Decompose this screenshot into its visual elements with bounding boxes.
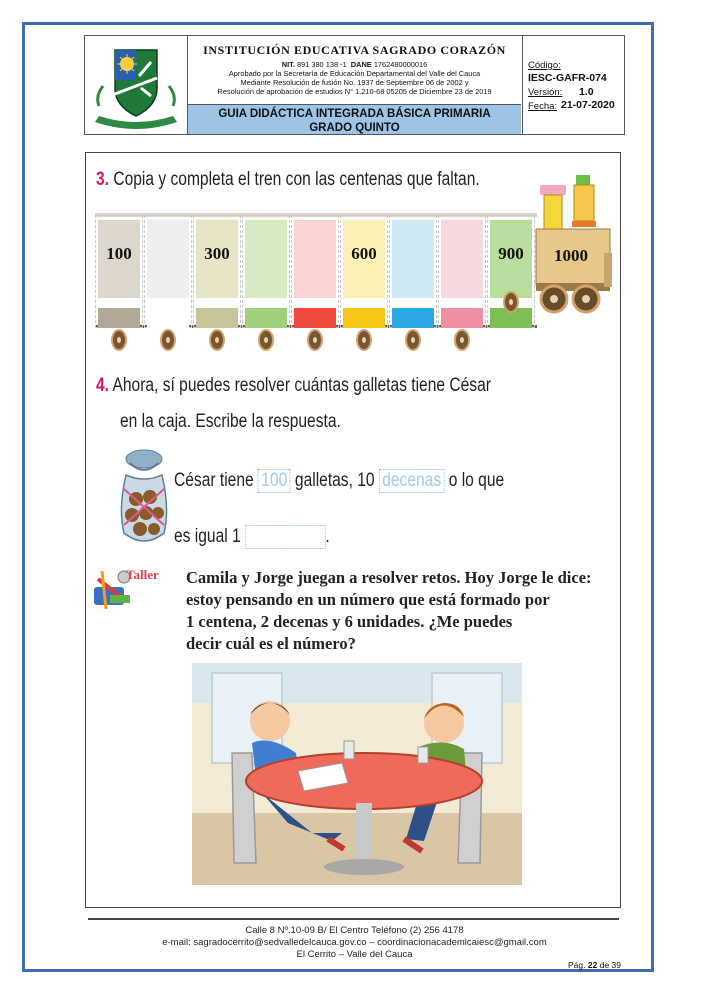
wheel bbox=[160, 329, 176, 351]
codigo-label: Código: bbox=[528, 60, 561, 71]
car-base bbox=[441, 308, 483, 328]
question-4-text: Ahora, sí puedes resolver cuántas galletas tiene César bbox=[112, 375, 491, 396]
car-fill bbox=[294, 220, 336, 298]
codigo-value: IESC-GAFR-074 bbox=[528, 72, 607, 84]
car-number: 100 bbox=[106, 244, 132, 263]
document-header bbox=[84, 35, 625, 135]
wheel bbox=[307, 329, 323, 351]
version-value: 1.0 bbox=[579, 86, 594, 98]
car-base bbox=[245, 308, 287, 328]
car-base bbox=[98, 308, 140, 328]
question-3 bbox=[96, 169, 480, 191]
fecha-value: 21-07-2020 bbox=[561, 99, 615, 111]
worksheet-content bbox=[85, 152, 621, 908]
page-number bbox=[568, 960, 621, 970]
approval-line-3: Resolución de aprobación de estudios N° 1.210-68 05205 de Diciembre 23 de 2019 bbox=[217, 87, 492, 96]
car-base bbox=[147, 308, 189, 328]
document-meta bbox=[522, 36, 625, 134]
engine-number: 1000 bbox=[554, 246, 588, 265]
car-fill bbox=[147, 220, 189, 298]
taller-problem bbox=[186, 567, 592, 655]
question-3-number: 3. bbox=[96, 169, 110, 190]
footer-city: El Cerrito – Valle del Cauca bbox=[296, 949, 413, 960]
question-4-answer-line-2 bbox=[174, 525, 330, 549]
question-4-line-2: en la caja. Escribe la respuesta. bbox=[120, 411, 341, 432]
approval-line-1: Aprobado por la Secretaría de Educación Departamental del Valle del Cauca bbox=[228, 69, 481, 78]
taller-line: 1 centena, 2 decenas y 6 unidades. ¿Me puedes bbox=[186, 612, 513, 631]
question-4-line-1 bbox=[96, 375, 491, 397]
taller-line: Camila y Jorge juegan a resolver retos. Hoy Jorge le dice: bbox=[186, 568, 592, 587]
footer-email: e-mail: sagradocerrito@sedvalledelcauca.gov.co – coordinacionacademicaiesc@gmail.com bbox=[162, 937, 547, 948]
answer-text: César tiene bbox=[174, 470, 254, 491]
school-logo bbox=[85, 36, 188, 134]
page-total: de 39 bbox=[599, 960, 621, 970]
train-car-3 bbox=[193, 215, 241, 328]
car-number: 600 bbox=[351, 244, 377, 263]
wheel bbox=[503, 291, 519, 313]
nit-dane-line bbox=[187, 60, 522, 69]
train-car-6 bbox=[340, 215, 388, 328]
question-4-answer-line-1 bbox=[174, 469, 504, 493]
car-fill bbox=[245, 220, 287, 298]
car-fill bbox=[441, 220, 483, 298]
answer-blank-1[interactable]: 100 bbox=[258, 469, 291, 493]
wheel bbox=[209, 329, 225, 351]
taller-label: Taller bbox=[126, 567, 159, 582]
dane-label: DANE bbox=[350, 60, 372, 69]
train-car-5 bbox=[291, 215, 339, 328]
wheel bbox=[454, 329, 470, 351]
taller-line: estoy pensando en un número que está formado por bbox=[186, 590, 550, 609]
page-current: 22 bbox=[587, 960, 598, 970]
guide-title-band bbox=[188, 104, 521, 134]
answer-blank-3[interactable] bbox=[245, 525, 325, 549]
page-prefix: Pág. bbox=[568, 960, 586, 970]
car-number: 900 bbox=[498, 244, 524, 263]
dane-value: 1762480000016 bbox=[373, 60, 428, 69]
nit-label: NIT. bbox=[281, 60, 295, 69]
train-car-4 bbox=[242, 215, 290, 328]
header-center bbox=[187, 36, 522, 134]
wheel bbox=[258, 329, 274, 351]
train-car-2 bbox=[144, 215, 192, 328]
guide-title: GUIA DIDÁCTICA INTEGRADA BÁSICA PRIMARIA bbox=[218, 108, 491, 120]
answer-period: . bbox=[325, 526, 330, 548]
approval-line-2: Mediante Resolución de fusión No. 1937 de Septiembre 06 de 2002 y bbox=[240, 78, 469, 87]
taller-line: decir cuál es el número? bbox=[186, 634, 356, 653]
answer-text: galletas, 10 bbox=[294, 470, 375, 491]
footer-address: Calle 8 Nº.10-09 B/ El Centro Teléfono (2) 256 4178 bbox=[245, 925, 464, 936]
car-number: 300 bbox=[204, 244, 230, 263]
car-base bbox=[343, 308, 385, 328]
question-3-text: Copia y completa el tren con las centenas que faltan. bbox=[113, 169, 480, 190]
fecha-label: Fecha: bbox=[528, 101, 558, 112]
train-car-7 bbox=[389, 215, 437, 328]
answer-text: o lo que bbox=[448, 470, 505, 491]
answer-blank-2[interactable]: decenas bbox=[379, 469, 444, 493]
wheel bbox=[405, 329, 421, 351]
train-car-8 bbox=[438, 215, 486, 328]
institution-name: INSTITUCIÓN EDUCATIVA SAGRADO CORAZÓN bbox=[203, 43, 506, 57]
car-base bbox=[392, 308, 434, 328]
car-fill bbox=[392, 220, 434, 298]
wheel bbox=[111, 329, 127, 351]
train-car-1 bbox=[95, 215, 143, 328]
nit-value: 891 380 138 -1 bbox=[296, 60, 347, 69]
car-base bbox=[196, 308, 238, 328]
answer-text: es igual 1 bbox=[174, 526, 241, 548]
wheel bbox=[356, 329, 372, 351]
version-label: Versión: bbox=[528, 87, 563, 98]
question-4-number: 4. bbox=[96, 375, 110, 396]
footer-rule bbox=[88, 918, 619, 920]
car-base bbox=[294, 308, 336, 328]
grade-title: GRADO QUINTO bbox=[309, 122, 400, 134]
